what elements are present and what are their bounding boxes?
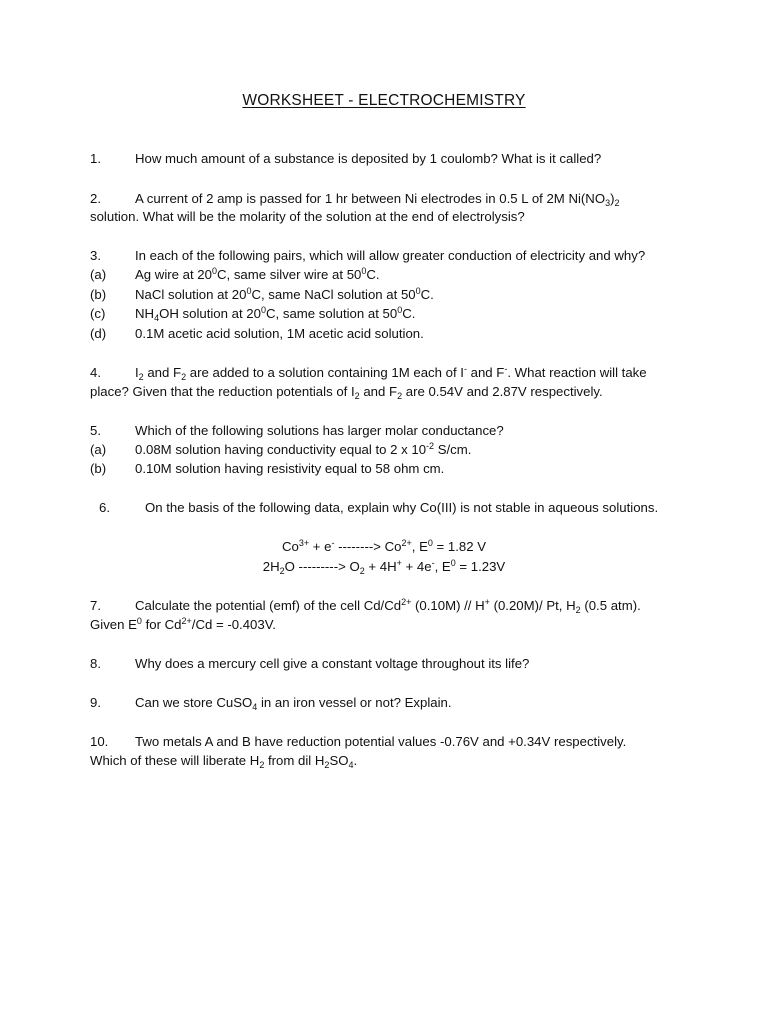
question-number: 6. [99,500,110,515]
question-2-line-1: A current of 2 amp is passed for 1 hr between Ni electrodes in 0.5 L of 2M $Ni(NO_3)_2$ [135,191,620,208]
question-2-line-2: solution. What will be the molarity of the solution at the end of electrolysis? [90,209,525,224]
option-label: (a) [90,267,107,282]
option-label: (b) [90,287,107,302]
option-label: (a) [90,442,107,457]
question-number: 10. [90,734,109,749]
question-3-text: In each of the following pairs, which will allow greater conduction of electricity and why? [135,248,646,263]
question-5-text: Which of the following solutions has larger molar conductance? [135,423,504,438]
question-3-option-d: 0.1M acetic acid solution, 1M acetic acid solution. [135,326,424,341]
question-4-line-2: place? Given that the reduction potentials of $I_2$ and $F_2$ are 0.54V and 2.87V respectively. [90,384,603,401]
question-number: 5. [90,423,101,438]
question-5-option-a: 0.08M solution having conductivity equal to 2 x $10^{-2}$ S/cm. [135,441,472,457]
page-title: WORKSHEET - ELECTROCHEMISTRY [242,92,526,109]
question-9-text: Can we store CuSO$_4$ in an iron vessel or not? Explain. [135,695,452,712]
question-10-line-2: Which of these will liberate $H_2$ from dil $H_2SO_4$. [90,753,358,770]
question-3-option-a: Ag wire at $20^0C$, same silver wire at $50^0C$. [135,266,380,282]
option-label: (b) [90,461,107,476]
option-label: (c) [90,306,106,321]
option-label: (d) [90,326,107,341]
question-number: 7. [90,598,101,613]
equation-1: $Co^{3+} + e^-$ --------> $Co^{2+}$, $E^0 = 1.82$ V [281,538,487,554]
question-10-line-1: Two metals A and B have reduction potential values -0.76V and +0.34V respectively. [135,734,627,749]
question-8-text: Why does a mercury cell give a constant voltage throughout its life? [135,656,530,671]
question-4-line-1: $I_2$ and $F_2$ are added to a solution containing 1M each of I- and F-. What reaction will take [135,364,647,382]
question-1-text: How much amount of a substance is deposited by 1 coulomb? What is it called? [135,151,602,166]
question-number: 1. [90,151,101,166]
question-5-option-b: 0.10M solution having resistivity equal to 58 ohm cm. [135,461,445,476]
question-number: 3. [90,248,101,263]
question-number: 4. [90,365,101,380]
question-7-line-2: Given $E^0$ for $Cd^{2+}/Cd = -0.403V$. [90,616,276,632]
question-6-text: On the basis of the following data, explain why Co(III) is not stable in aqueous solutions. [145,500,659,515]
question-number: 8. [90,656,101,671]
question-3-option-b: NaCl solution at $20^0C$, same NaCl solution at $50^0C$. [135,286,434,302]
question-number: 9. [90,695,101,710]
question-number: 2. [90,191,101,206]
equation-2: $2H_2O$ ---------> $O_2 + 4H^+ + 4e^-$, $E^0 = 1.23V$ [262,558,506,576]
question-3-option-c: $NH_4OH$ solution at $20^0C$, same solution at $50^0C$. [135,305,416,323]
question-7-line-1: Calculate the potential (emf) of the cell $Cd/Cd^{2+}$ (0.10M) // H+ (0.20M)/ Pt, $H_2$ (0.5 atm). [135,597,641,615]
